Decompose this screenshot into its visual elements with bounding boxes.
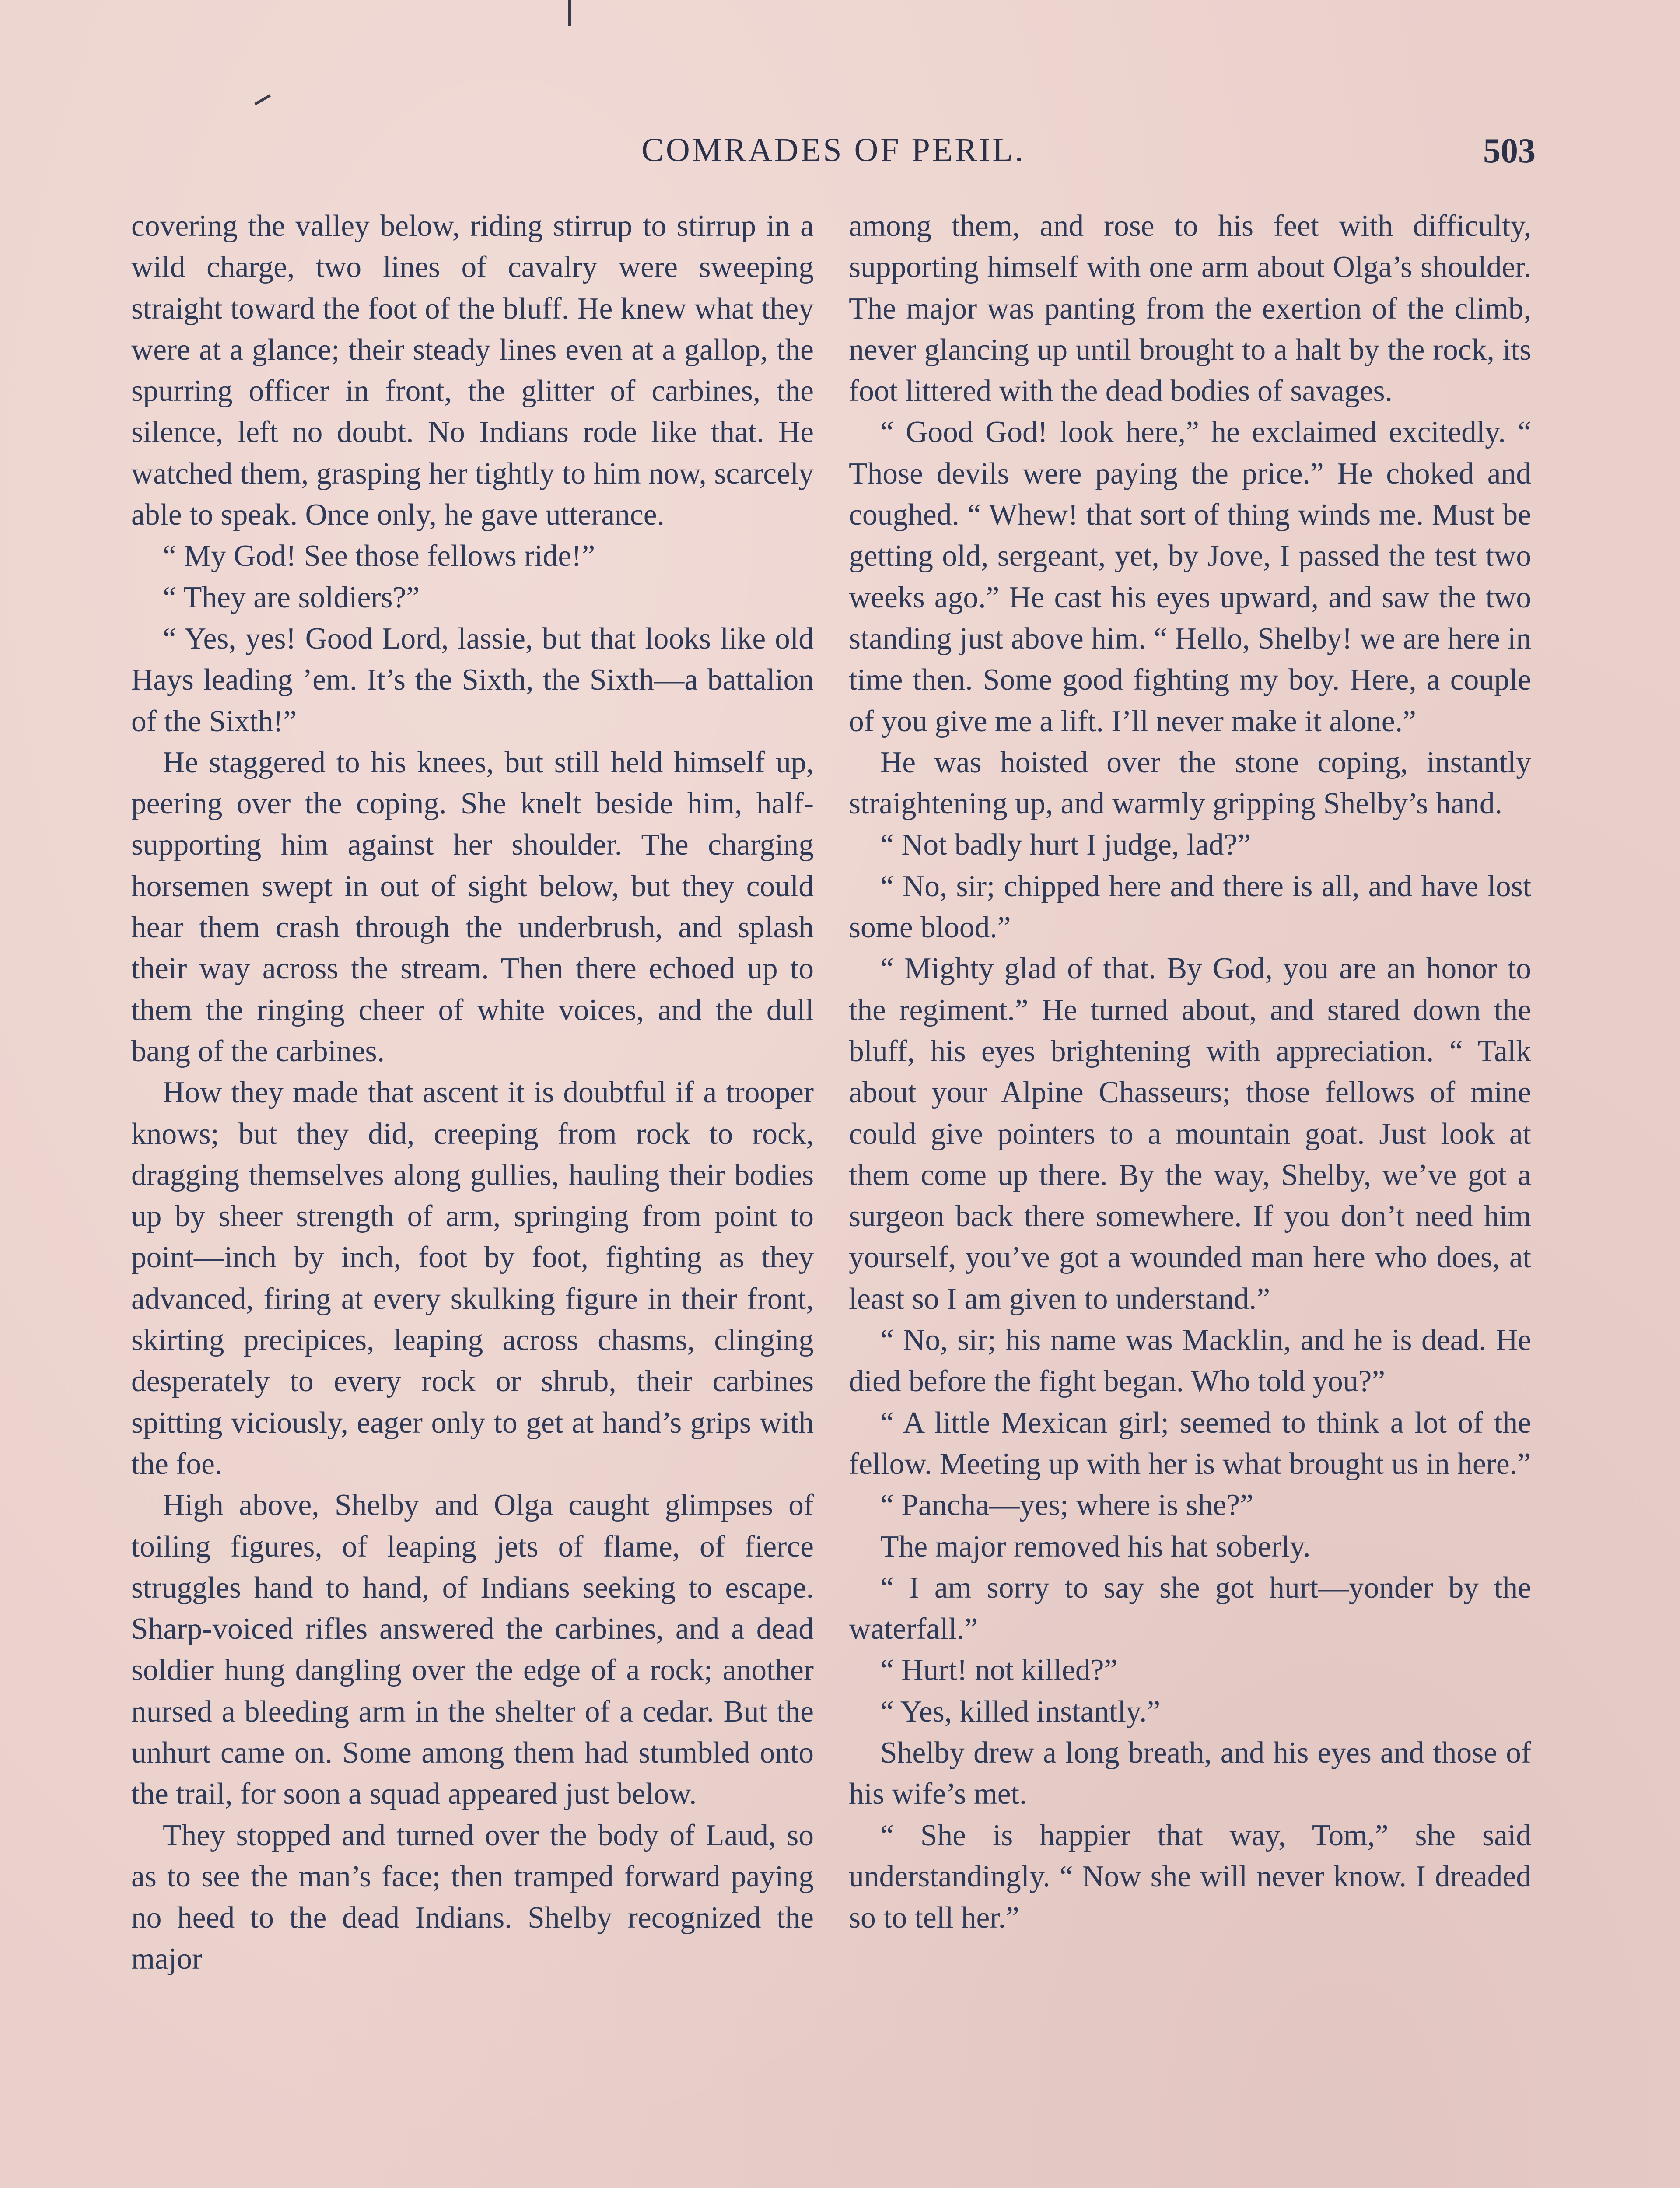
paragraph: High above, Shelby and Olga caught glimpses of toiling figures, of leaping jets of flame, of fierce struggles hand to hand, of Indians seeking to escape. Sharp-voiced rifles answered the carbines, and a dead soldier hung dangling over the edge of a rock; another nursed a bleeding arm in the shelter of a cedar. But the unhurt came on. Some among them had stumbled onto the trail, for soon a squad appeared just below. bbox=[131, 1488, 814, 1811]
paragraph: “ No, sir; his name was Macklin, and he is dead. He died before the fight began. Who told you?” bbox=[849, 1323, 1531, 1399]
paragraph: “ Good God! look here,” he exclaimed excitedly. “ Those devils were paying the price.” He choked and coughed. “ Whew! that sort of thing winds me. Must be getting old, sergeant, yet, by Jove, I passed the test two weeks ago.” He cast his eyes upward, and saw the two standing just above him. “ Hello, Shelby! we are here in time then. Some good fighting my boy. Here, a couple of you give me a lift. I’ll never make it alone.” bbox=[849, 415, 1531, 738]
paragraph: Shelby drew a long breath, and his eyes and those of his wife’s met. bbox=[849, 1736, 1531, 1811]
paragraph: “ They are soldiers?” bbox=[163, 580, 420, 614]
paragraph: “ Mighty glad of that. By God, you are an honor to the regiment.” He turned about, and stared down the bluff, his eyes brightening with appreciation. “ Talk about your Alpine Chasseurs; those fellows of mine could give pointers to a mountain goat. Just look at them come up there. By the way, Shelby, we’ve got a surgeon back there somewhere. If you don’t need him yourself, you’ve got a wounded man here who does, at least so I am given to understand.” bbox=[849, 952, 1531, 1316]
page-header bbox=[131, 131, 1536, 179]
right-text-column bbox=[849, 206, 1531, 2188]
paragraph: He staggered to his knees, but still held himself up, peering over the coping. She knelt beside him, half-supporting him against her shoulder. The charging horsemen swept in out of sight below, but they could hear them crash through the underbrush, and splash their way across the stream. Then there echoed up to them the ringing cheer of white voices, and the dull bang of the carbines. bbox=[131, 745, 814, 1068]
printer-mark bbox=[568, 0, 571, 26]
paragraph: “ Yes, yes! Good Lord, lassie, but that looks like old Hays leading ’em. It’s the Sixth, the Sixth—a battalion of the Sixth!” bbox=[131, 621, 814, 738]
paragraph: They stopped and turned over the body of Laud, so as to see the man’s face; then tramped forward paying no heed to the dead Indians. Shelby recognized the major bbox=[131, 1818, 814, 1976]
paragraph: “ Not badly hurt I judge, lad?” bbox=[880, 828, 1251, 862]
paragraph: “ A little Mexican girl; seemed to think a lot of the fellow. Meeting up with her is what brought us in here.” bbox=[849, 1406, 1531, 1481]
paragraph: “ No, sir; chipped here and there is all, and have lost some blood.” bbox=[849, 869, 1531, 945]
paragraph: “ My God! See those fellows ride!” bbox=[163, 539, 595, 573]
paragraph: How they made that ascent it is doubtful if a trooper knows; but they did, creeping from rock to rock, dragging themselves along gullies, hauling their bodies up by sheer strength of arm, springing from point to point—inch by inch, foot by foot, fighting as they advanced, firing at every skulking figure in their front, skirting precipices, leaping across chasms, clinging desperately to every rock or shrub, their carbines spitting viciously, eager only to get at hand’s grips with the foe. bbox=[131, 1076, 814, 1481]
paragraph: The major removed his hat soberly. bbox=[880, 1529, 1311, 1564]
paragraph: covering the valley below, riding stirrup to stirrup in a wild charge, two lines of cavalry were sweeping straight toward the foot of the bluff. He knew what they were at a glance; their steady lines even at a gallop, the spurring officer in front, the glitter of carbines, the silence, left no doubt. No Indians rode like that. He watched them, grasping her tightly to him now, scarcely able to speak. Once only, he gave utterance. bbox=[131, 209, 814, 532]
paragraph: “ She is happier that way, Tom,” she said understandingly. “ Now she will never know. I dreaded so to tell her.” bbox=[849, 1818, 1531, 1935]
paragraph: among them, and rose to his feet with difficulty, supporting himself with one arm about Olga’s shoulder. The major was panting from the exertion of the climb, never glancing up until brought to a halt by the rock, its foot littered with the dead bodies of savages. bbox=[849, 209, 1531, 408]
paragraph: “ I am sorry to say she got hurt—yonder by the waterfall.” bbox=[849, 1571, 1531, 1646]
paragraph: “ Yes, killed instantly.” bbox=[880, 1694, 1161, 1729]
page-number: 503 bbox=[1483, 132, 1536, 170]
paragraph: “ Pancha—yes; where is she?” bbox=[880, 1488, 1253, 1522]
running-title: COMRADES OF PERIL. bbox=[641, 132, 1026, 168]
paragraph: He was hoisted over the stone coping, instantly straightening up, and warmly gripping Shelby’s hand. bbox=[849, 745, 1531, 821]
left-text-column bbox=[131, 206, 814, 2188]
paragraph: “ Hurt! not killed?” bbox=[880, 1653, 1118, 1687]
stray-pen-mark bbox=[254, 94, 271, 105]
